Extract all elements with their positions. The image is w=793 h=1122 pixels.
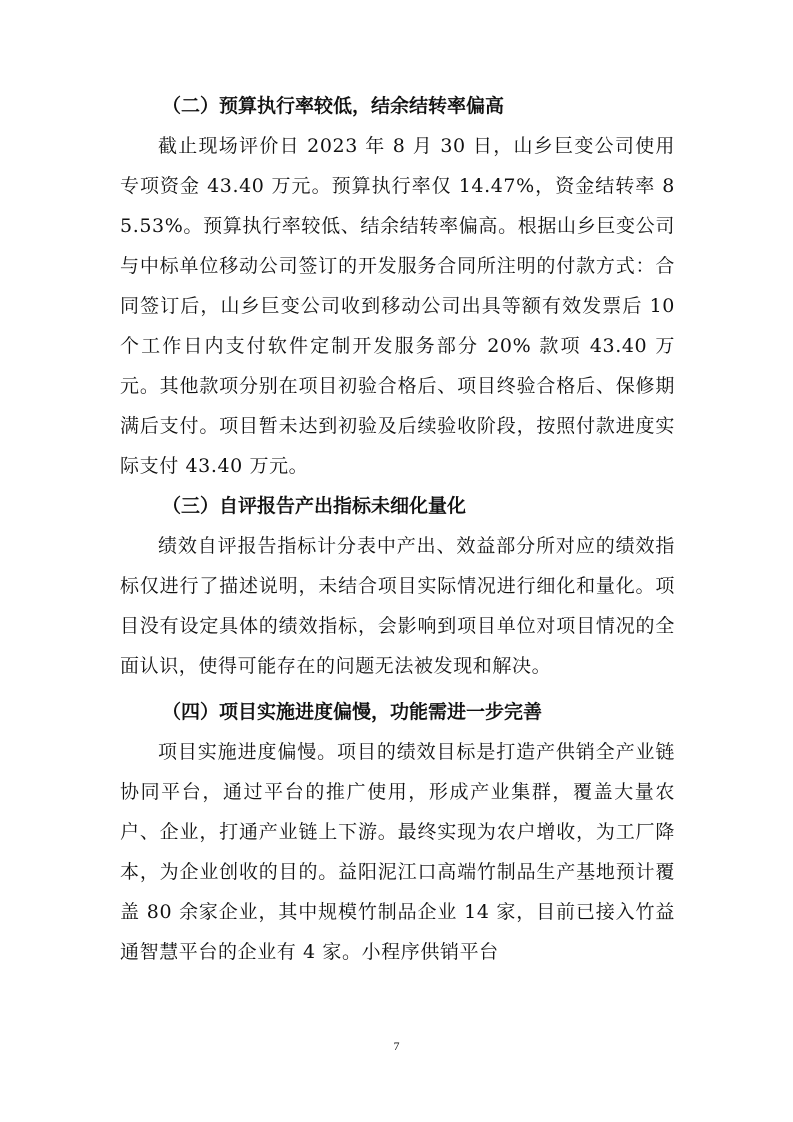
section-heading-self-evaluation: （三）自评报告产出指标未细化量化	[162, 495, 467, 517]
section-heading-budget-execution: （二）预算执行率较低，结余结转率偏高	[162, 95, 505, 117]
page-number: 7	[393, 1039, 400, 1053]
paragraph-implementation-progress: 项目实施进度偏慢。项目的绩效目标是打造产供销全产业链协同平台，通过平台的推广使用，形成产业集群，覆盖大量农户、企业，打通产业链上下游。最终实现为农户增收，为工厂降本，为企业创收的目的。益阳泥江口高端竹制品生产基地预计覆盖 80 余家企业，其中规模竹制品企业 14 家，目前已接入竹益通智慧平台的企业有 4 家。小程序供销平台	[120, 741, 675, 963]
section-heading-implementation-progress: （四）项目实施进度偏慢，功能需进一步完善	[162, 701, 543, 723]
paragraph-self-evaluation: 绩效自评报告指标计分表中产出、效益部分所对应的绩效指标仅进行了描述说明，未结合项目实际情况进行细化和量化。项目没有设定具体的绩效指标，会影响到项目单位对项目情况的全面认识，使得可能存在的问题无法被发现和解决。	[120, 535, 675, 677]
document-body	[120, 86, 675, 972]
paragraph-budget-execution: 截止现场评价日 2023 年 8 月 30 日，山乡巨变公司使用专项资金 43.40 万元。预算执行率仅 14.47%，资金结转率 85.53%。预算执行率较低、结余结转率偏高。根据山乡巨变公司与中标单位移动公司签订的开发服务合同所注明的付款方式：合同签订后，山乡巨变公司收到移动公司出具等额有效发票后 10 个工作日内支付软件定制开发服务部分 20% 款项 43.40 万元。其他款项分别在项目初验合格后、项目终验合格后、保修期满后支付。项目暂未达到初验及后续验收阶段，按照付款进度实际支付 43.40 万元。	[120, 135, 675, 477]
